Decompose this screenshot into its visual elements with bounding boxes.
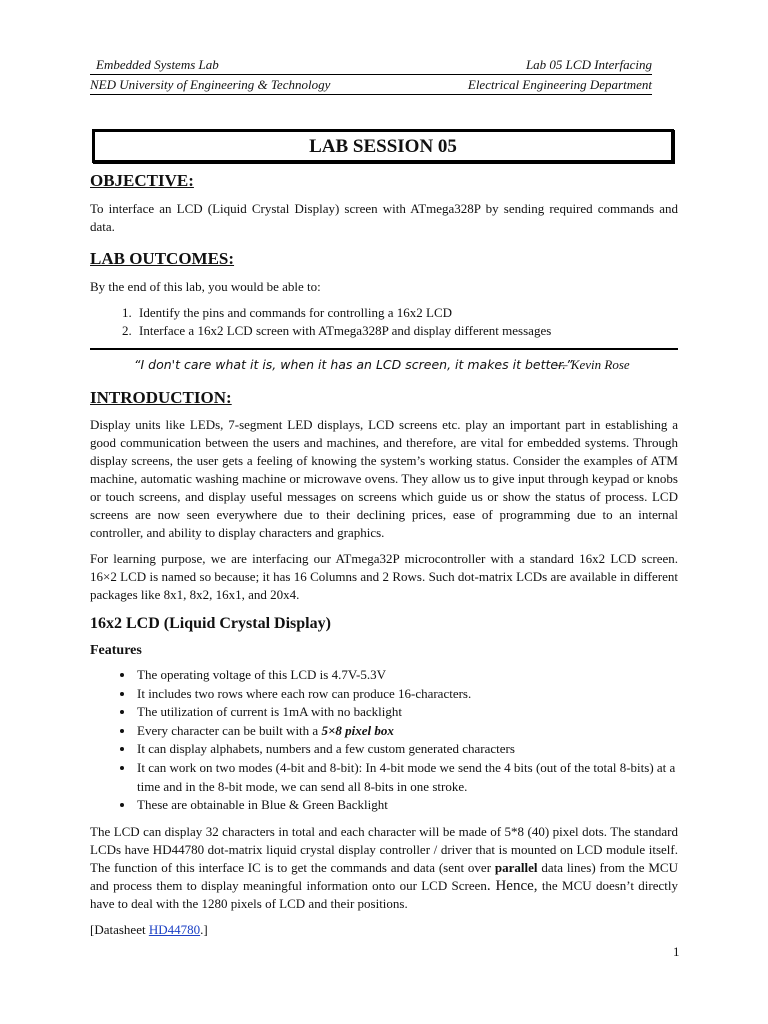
list-item: • It can display alphabets, numbers and a few custom generated characters	[135, 740, 678, 759]
datasheet-line	[90, 921, 678, 939]
lab-title: Lab 05 LCD Interfacing	[525, 57, 652, 72]
quote-block	[90, 348, 678, 376]
datasheet-link[interactable]: HD44780	[148, 921, 201, 937]
list-item	[135, 722, 678, 741]
university-name: NED University of Engineering & Technology	[90, 77, 331, 92]
list-item: • These are obtainable in Blue & Green Backlight	[135, 796, 678, 815]
lcd-paragraph-text: the MCU doesn’t directly have to deal with the 1280 pixels of LCD and their positions.	[90, 877, 678, 911]
parallel-emphasis: parallel	[494, 859, 538, 875]
outcomes-intro: By the end of this lab, you would be able to:	[90, 279, 321, 294]
lcd-section-heading: 16x2 LCD (Liquid Crystal Display)	[90, 615, 331, 632]
lcd-paragraph	[90, 823, 678, 913]
outcomes-list	[90, 304, 678, 340]
feature-emphasis: 5×8 pixel box	[321, 722, 394, 738]
features-heading: Features	[90, 643, 142, 658]
introduction-heading: INTRODUCTION:	[90, 388, 232, 407]
outcomes-heading: LAB OUTCOMES:	[90, 249, 235, 268]
list-item: • It can work on two modes (4-bit and 8-bit): In 4-bit mode we send the 4 bits (out of the total 8-bits) at a time and in the 8-bit mode, we can send all 8-bits in one stroke.	[135, 759, 678, 796]
page-number: 1	[673, 944, 680, 959]
objective-text: To interface an LCD (Liquid Crystal Display) screen with ATmega328P by sending required commands and data.	[90, 201, 678, 234]
header-row-2	[90, 76, 652, 95]
header-row-1	[90, 56, 652, 75]
page-title: LAB SESSION 05	[92, 129, 674, 163]
datasheet-suffix: .]	[200, 921, 208, 937]
lab-name: Embedded Systems Lab	[96, 57, 219, 72]
document-body	[90, 170, 678, 939]
lcd-paragraph-text: data lines) from the MCU and process them to display meaningful information onto our LCD Screen	[90, 859, 678, 893]
list-item: • The operating voltage of this LCD is 4.7V-5.3V	[135, 666, 678, 685]
datasheet-prefix: [Datasheet	[90, 921, 149, 937]
list-item: 1. Identify the pins and commands for controlling a 16x2 LCD	[135, 304, 678, 322]
list-item: 2. Interface a 16x2 LCD screen with ATmega328P and display different messages	[135, 322, 678, 340]
department-name: Electrical Engineering Department	[467, 77, 652, 92]
introduction-paragraph-1: Display units like LEDs, 7-segment LED displays, LCD screens etc. play an important part in establishing a good communication between the users and machines, and therefore, are vital for embedded systems. Through display screens, the user gets a feeling of knowing the system’s working status. Consider the examples of ATM machine, automatic washing machine or microwave ovens. They allow us to give input through keypad or knobs or touch screens, and display useful messages on screens which guide us or show the status of process. LCD screens are now seen everywhere due to their declining prices, ease of programming due to an internal controller, and ability to display characters and graphics.	[90, 417, 678, 540]
introduction-paragraph-2: For learning purpose, we are interfacing our ATmega32P microcontroller with a standard 16x2 LCD screen. 16×2 LCD is named so because; it has 16 Columns and 2 Rows. Such dot-matrix LCDs are available in different packages like 8x1, 8x2, 16x1, and 20x4.	[90, 551, 678, 602]
list-item: • It includes two rows where each row can produce 16-characters.	[135, 685, 678, 704]
hence-text: . Hence,	[486, 877, 538, 894]
feature-text: Every character can be built with a	[137, 722, 322, 738]
list-item: • The utilization of current is 1mA with no backlight	[135, 703, 678, 722]
features-list	[90, 666, 678, 815]
lcd-paragraph-text: The LCD can display 32 characters in total and each character will be made of 5*8 (40) pixel dots. The standard LCDs have HD44780 dot-matrix liquid crystal display controller / driver that is mounted on LCD module itself. The function of this interface IC is to get the commands and data (sent over	[90, 823, 678, 875]
quote-text: “I don't care what it is, when it has an LCD screen, it makes it better.”	[134, 357, 573, 372]
objective-heading: OBJECTIVE:	[90, 171, 194, 190]
quote-author: — Kevin Rose	[556, 357, 630, 372]
